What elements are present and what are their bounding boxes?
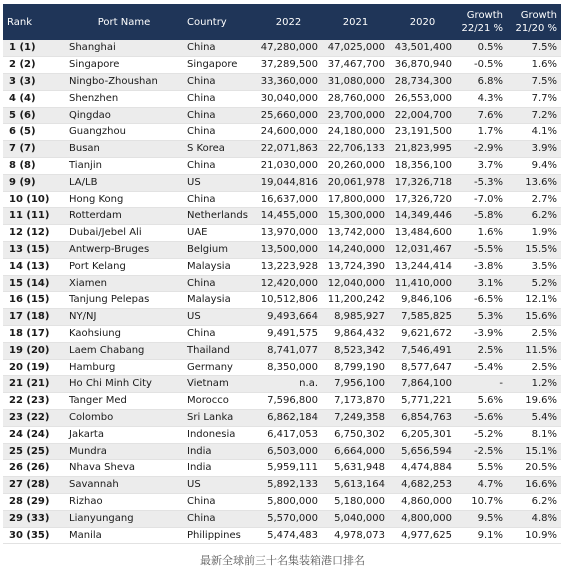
header-rank: Rank <box>7 16 32 28</box>
growth-21-20-cell: 15.1% <box>507 443 561 460</box>
value-2021-cell: 5,040,000 <box>322 510 389 527</box>
port-name-cell: Busan <box>65 141 183 158</box>
value-2022-cell: 33,360,000 <box>255 74 322 91</box>
country-cell: Belgium <box>183 242 255 259</box>
table-row <box>3 174 561 191</box>
growth-22-21-cell: -2.5% <box>456 443 507 460</box>
value-2021-cell: 11,200,242 <box>322 292 389 309</box>
port-name-cell: Rizhao <box>65 494 183 511</box>
growth-21-20-cell: 11.5% <box>507 342 561 359</box>
value-2021-cell: 9,864,432 <box>322 326 389 343</box>
table-row <box>3 90 561 107</box>
table-row <box>3 376 561 393</box>
value-2021-cell: 22,706,133 <box>322 141 389 158</box>
growth-22-21-cell: 4.7% <box>456 477 507 494</box>
value-2020-cell: 4,860,000 <box>389 494 456 511</box>
value-2021-cell: 23,700,000 <box>322 107 389 124</box>
country-cell: China <box>183 124 255 141</box>
table-row <box>3 242 561 259</box>
country-cell: US <box>183 309 255 326</box>
port-name-cell: Kaohsiung <box>65 326 183 343</box>
growth-21-20-cell: 19.6% <box>507 393 561 410</box>
country-cell: China <box>183 191 255 208</box>
rank-cell: 21 (21) <box>3 376 65 393</box>
value-2020-cell: 12,031,467 <box>389 242 456 259</box>
port-name-cell: Rotterdam <box>65 208 183 225</box>
growth-22-21-cell: 6.8% <box>456 74 507 91</box>
header-2022: 2022 <box>275 16 302 28</box>
value-2022-cell: 22,071,863 <box>255 141 322 158</box>
table-row <box>3 191 561 208</box>
growth-21-20-cell: 3.5% <box>507 258 561 275</box>
value-2020-cell: 4,474,884 <box>389 460 456 477</box>
table-row <box>3 258 561 275</box>
value-2022-cell: 47,280,000 <box>255 40 322 57</box>
value-2022-cell: 14,455,000 <box>255 208 322 225</box>
table-row <box>3 443 561 460</box>
growth-22-21-cell: 0.5% <box>456 40 507 57</box>
value-2020-cell: 36,870,940 <box>389 57 456 74</box>
value-2021-cell: 7,956,100 <box>322 376 389 393</box>
country-cell: China <box>183 107 255 124</box>
value-2022-cell: 10,512,806 <box>255 292 322 309</box>
value-2022-cell: 8,741,077 <box>255 342 322 359</box>
header-port-name: Port Name <box>97 16 151 28</box>
value-2022-cell: 5,959,111 <box>255 460 322 477</box>
table-row <box>3 326 561 343</box>
value-2022-cell: 19,044,816 <box>255 174 322 191</box>
value-2020-cell: 17,326,718 <box>389 174 456 191</box>
rank-cell: 15 (14) <box>3 275 65 292</box>
growth-21-20-cell: 15.6% <box>507 309 561 326</box>
value-2022-cell: 13,500,000 <box>255 242 322 259</box>
value-2022-cell: 8,350,000 <box>255 359 322 376</box>
port-name-cell: Lianyungang <box>65 510 183 527</box>
growth-22-21-cell: 3.7% <box>456 158 507 175</box>
header-growth-21-20: Growth 21/20 % <box>515 10 557 34</box>
value-2020-cell: 23,191,500 <box>389 124 456 141</box>
rank-cell: 18 (17) <box>3 326 65 343</box>
table-row <box>3 107 561 124</box>
growth-22-21-cell: 2.5% <box>456 342 507 359</box>
value-2021-cell: 20,061,978 <box>322 174 389 191</box>
growth-22-21-cell: - <box>456 376 507 393</box>
value-2021-cell: 24,180,000 <box>322 124 389 141</box>
value-2021-cell: 8,799,190 <box>322 359 389 376</box>
header-2021: 2021 <box>342 16 369 28</box>
port-name-cell: Ningbo-Zhoushan <box>65 74 183 91</box>
value-2020-cell: 18,356,100 <box>389 158 456 175</box>
rank-cell: 3 (3) <box>3 74 65 91</box>
table-row <box>3 74 561 91</box>
value-2022-cell: 24,600,000 <box>255 124 322 141</box>
table-header <box>3 4 561 40</box>
table-row <box>3 342 561 359</box>
growth-22-21-cell: -0.5% <box>456 57 507 74</box>
country-cell: S Korea <box>183 141 255 158</box>
rank-cell: 2 (2) <box>3 57 65 74</box>
value-2022-cell: 9,493,664 <box>255 309 322 326</box>
table-row <box>3 40 561 57</box>
port-name-cell: Qingdao <box>65 107 183 124</box>
growth-21-20-cell: 7.7% <box>507 90 561 107</box>
growth-22-21-cell: -3.8% <box>456 258 507 275</box>
country-cell: China <box>183 90 255 107</box>
value-2020-cell: 7,864,100 <box>389 376 456 393</box>
growth-21-20-cell: 16.6% <box>507 477 561 494</box>
country-cell: China <box>183 275 255 292</box>
value-2020-cell: 17,326,720 <box>389 191 456 208</box>
growth-21-20-cell: 15.5% <box>507 242 561 259</box>
rank-cell: 8 (8) <box>3 158 65 175</box>
rank-cell: 7 (7) <box>3 141 65 158</box>
growth-22-21-cell: 7.6% <box>456 107 507 124</box>
growth-21-20-cell: 7.2% <box>507 107 561 124</box>
country-cell: China <box>183 40 255 57</box>
value-2021-cell: 20,260,000 <box>322 158 389 175</box>
value-2020-cell: 4,682,253 <box>389 477 456 494</box>
country-cell: Thailand <box>183 342 255 359</box>
growth-21-20-cell: 6.2% <box>507 208 561 225</box>
country-cell: China <box>183 510 255 527</box>
table-row <box>3 225 561 242</box>
growth-22-21-cell: 5.5% <box>456 460 507 477</box>
rank-cell: 30 (35) <box>3 527 65 544</box>
value-2021-cell: 4,978,073 <box>322 527 389 544</box>
value-2022-cell: 13,223,928 <box>255 258 322 275</box>
growth-22-21-cell: 10.7% <box>456 494 507 511</box>
country-cell: China <box>183 326 255 343</box>
growth-21-20-cell: 12.1% <box>507 292 561 309</box>
port-name-cell: Singapore <box>65 57 183 74</box>
growth-22-21-cell: 3.1% <box>456 275 507 292</box>
rank-cell: 4 (4) <box>3 90 65 107</box>
value-2022-cell: n.a. <box>255 376 322 393</box>
port-name-cell: Dubai/Jebel Ali <box>65 225 183 242</box>
value-2021-cell: 15,300,000 <box>322 208 389 225</box>
rank-cell: 28 (29) <box>3 494 65 511</box>
rank-cell: 29 (33) <box>3 510 65 527</box>
rank-cell: 27 (28) <box>3 477 65 494</box>
growth-22-21-cell: -7.0% <box>456 191 507 208</box>
value-2020-cell: 8,577,647 <box>389 359 456 376</box>
value-2020-cell: 7,546,491 <box>389 342 456 359</box>
value-2021-cell: 5,631,948 <box>322 460 389 477</box>
growth-22-21-cell: 1.7% <box>456 124 507 141</box>
value-2022-cell: 9,491,575 <box>255 326 322 343</box>
country-cell: US <box>183 174 255 191</box>
value-2020-cell: 9,621,672 <box>389 326 456 343</box>
value-2022-cell: 6,417,053 <box>255 426 322 443</box>
port-name-cell: NY/NJ <box>65 309 183 326</box>
value-2021-cell: 17,800,000 <box>322 191 389 208</box>
value-2020-cell: 7,585,825 <box>389 309 456 326</box>
growth-22-21-cell: -3.9% <box>456 326 507 343</box>
value-2022-cell: 6,862,184 <box>255 410 322 427</box>
value-2022-cell: 16,637,000 <box>255 191 322 208</box>
value-2022-cell: 21,030,000 <box>255 158 322 175</box>
port-name-cell: LA/LB <box>65 174 183 191</box>
growth-21-20-cell: 20.5% <box>507 460 561 477</box>
rank-cell: 26 (26) <box>3 460 65 477</box>
rank-cell: 14 (13) <box>3 258 65 275</box>
value-2021-cell: 28,760,000 <box>322 90 389 107</box>
growth-21-20-cell: 5.4% <box>507 410 561 427</box>
growth-22-21-cell: -5.2% <box>456 426 507 443</box>
image-caption: 最新全球前三十名集装箱港口排名 <box>200 554 365 567</box>
value-2020-cell: 4,977,625 <box>389 527 456 544</box>
country-cell: US <box>183 477 255 494</box>
value-2022-cell: 12,420,000 <box>255 275 322 292</box>
table-row <box>3 494 561 511</box>
growth-21-20-cell: 2.7% <box>507 191 561 208</box>
table-row <box>3 292 561 309</box>
table-row <box>3 309 561 326</box>
port-name-cell: Tanjung Pelepas <box>65 292 183 309</box>
rank-cell: 1 (1) <box>3 40 65 57</box>
value-2021-cell: 7,249,358 <box>322 410 389 427</box>
growth-22-21-cell: -5.4% <box>456 359 507 376</box>
value-2021-cell: 47,025,000 <box>322 40 389 57</box>
rank-cell: 20 (19) <box>3 359 65 376</box>
value-2022-cell: 37,289,500 <box>255 57 322 74</box>
table-row <box>3 124 561 141</box>
growth-22-21-cell: -2.9% <box>456 141 507 158</box>
growth-21-20-cell: 8.1% <box>507 426 561 443</box>
port-name-cell: Mundra <box>65 443 183 460</box>
growth-22-21-cell: 4.3% <box>456 90 507 107</box>
value-2020-cell: 13,484,600 <box>389 225 456 242</box>
table-row <box>3 141 561 158</box>
rank-cell: 16 (15) <box>3 292 65 309</box>
country-cell: China <box>183 494 255 511</box>
value-2020-cell: 22,004,700 <box>389 107 456 124</box>
port-name-cell: Jakarta <box>65 426 183 443</box>
growth-21-20-cell: 2.5% <box>507 359 561 376</box>
country-cell: Malaysia <box>183 292 255 309</box>
rank-cell: 10 (10) <box>3 191 65 208</box>
value-2020-cell: 21,823,995 <box>389 141 456 158</box>
port-name-cell: Ho Chi Minh City <box>65 376 183 393</box>
value-2022-cell: 5,474,483 <box>255 527 322 544</box>
country-cell: China <box>183 74 255 91</box>
country-cell: Germany <box>183 359 255 376</box>
table-row <box>3 393 561 410</box>
port-name-cell: Hong Kong <box>65 191 183 208</box>
port-name-cell: Laem Chabang <box>65 342 183 359</box>
growth-22-21-cell: 5.6% <box>456 393 507 410</box>
value-2022-cell: 5,570,000 <box>255 510 322 527</box>
value-2020-cell: 14,349,446 <box>389 208 456 225</box>
country-cell: Malaysia <box>183 258 255 275</box>
country-cell: India <box>183 443 255 460</box>
value-2022-cell: 6,503,000 <box>255 443 322 460</box>
rank-cell: 17 (18) <box>3 309 65 326</box>
rank-cell: 6 (5) <box>3 124 65 141</box>
growth-21-20-cell: 9.4% <box>507 158 561 175</box>
value-2020-cell: 6,854,763 <box>389 410 456 427</box>
header-growth-22-21: Growth 22/21 % <box>461 10 503 34</box>
value-2021-cell: 13,724,390 <box>322 258 389 275</box>
table-row <box>3 527 561 544</box>
value-2021-cell: 8,523,342 <box>322 342 389 359</box>
growth-21-20-cell: 1.2% <box>507 376 561 393</box>
country-cell: Sri Lanka <box>183 410 255 427</box>
country-cell: UAE <box>183 225 255 242</box>
rank-cell: 11 (11) <box>3 208 65 225</box>
value-2020-cell: 11,410,000 <box>389 275 456 292</box>
port-name-cell: Hamburg <box>65 359 183 376</box>
growth-21-20-cell: 13.6% <box>507 174 561 191</box>
port-name-cell: Xiamen <box>65 275 183 292</box>
growth-21-20-cell: 4.1% <box>507 124 561 141</box>
growth-21-20-cell: 3.9% <box>507 141 561 158</box>
table-row <box>3 460 561 477</box>
value-2022-cell: 5,800,000 <box>255 494 322 511</box>
table-row <box>3 158 561 175</box>
value-2021-cell: 6,750,302 <box>322 426 389 443</box>
value-2021-cell: 31,080,000 <box>322 74 389 91</box>
table-row <box>3 275 561 292</box>
country-cell: China <box>183 158 255 175</box>
value-2022-cell: 7,596,800 <box>255 393 322 410</box>
value-2022-cell: 30,040,000 <box>255 90 322 107</box>
table-row <box>3 477 561 494</box>
growth-22-21-cell: 1.6% <box>456 225 507 242</box>
header-2020: 2020 <box>409 16 436 28</box>
value-2020-cell: 26,553,000 <box>389 90 456 107</box>
value-2021-cell: 12,040,000 <box>322 275 389 292</box>
value-2022-cell: 13,970,000 <box>255 225 322 242</box>
port-name-cell: Tanger Med <box>65 393 183 410</box>
growth-21-20-cell: 7.5% <box>507 40 561 57</box>
value-2022-cell: 5,892,133 <box>255 477 322 494</box>
port-name-cell: Savannah <box>65 477 183 494</box>
port-name-cell: Colombo <box>65 410 183 427</box>
table-row <box>3 510 561 527</box>
value-2020-cell: 5,771,221 <box>389 393 456 410</box>
port-name-cell: Manila <box>65 527 183 544</box>
rank-cell: 23 (22) <box>3 410 65 427</box>
value-2021-cell: 37,467,700 <box>322 57 389 74</box>
port-name-cell: Shenzhen <box>65 90 183 107</box>
country-cell: Singapore <box>183 57 255 74</box>
growth-21-20-cell: 7.5% <box>507 74 561 91</box>
port-name-cell: Port Kelang <box>65 258 183 275</box>
country-cell: Vietnam <box>183 376 255 393</box>
country-cell: Morocco <box>183 393 255 410</box>
growth-22-21-cell: 9.5% <box>456 510 507 527</box>
growth-22-21-cell: -5.8% <box>456 208 507 225</box>
rank-cell: 12 (12) <box>3 225 65 242</box>
growth-21-20-cell: 4.8% <box>507 510 561 527</box>
growth-22-21-cell: -5.6% <box>456 410 507 427</box>
growth-21-20-cell: 1.6% <box>507 57 561 74</box>
value-2020-cell: 6,205,301 <box>389 426 456 443</box>
table-row <box>3 208 561 225</box>
value-2021-cell: 7,173,870 <box>322 393 389 410</box>
value-2021-cell: 8,985,927 <box>322 309 389 326</box>
value-2020-cell: 13,244,414 <box>389 258 456 275</box>
port-name-cell: Antwerp-Bruges <box>65 242 183 259</box>
growth-21-20-cell: 2.5% <box>507 326 561 343</box>
value-2022-cell: 25,660,000 <box>255 107 322 124</box>
value-2021-cell: 14,240,000 <box>322 242 389 259</box>
rank-cell: 19 (20) <box>3 342 65 359</box>
growth-21-20-cell: 6.2% <box>507 494 561 511</box>
table-row <box>3 359 561 376</box>
value-2020-cell: 9,846,106 <box>389 292 456 309</box>
header-country: Country <box>187 16 227 28</box>
value-2021-cell: 13,742,000 <box>322 225 389 242</box>
growth-22-21-cell: -5.5% <box>456 242 507 259</box>
country-cell: Indonesia <box>183 426 255 443</box>
rank-cell: 22 (23) <box>3 393 65 410</box>
value-2020-cell: 28,734,300 <box>389 74 456 91</box>
rank-cell: 9 (9) <box>3 174 65 191</box>
value-2020-cell: 5,656,594 <box>389 443 456 460</box>
port-name-cell: Guangzhou <box>65 124 183 141</box>
growth-21-20-cell: 1.9% <box>507 225 561 242</box>
value-2021-cell: 6,664,000 <box>322 443 389 460</box>
rank-cell: 13 (15) <box>3 242 65 259</box>
growth-22-21-cell: 5.3% <box>456 309 507 326</box>
country-cell: Philippines <box>183 527 255 544</box>
country-cell: India <box>183 460 255 477</box>
port-name-cell: Tianjin <box>65 158 183 175</box>
growth-21-20-cell: 5.2% <box>507 275 561 292</box>
rank-cell: 24 (24) <box>3 426 65 443</box>
ranking-table-container <box>3 4 561 544</box>
growth-22-21-cell: -5.3% <box>456 174 507 191</box>
table-row <box>3 57 561 74</box>
country-cell: Netherlands <box>183 208 255 225</box>
port-name-cell: Nhava Sheva <box>65 460 183 477</box>
value-2021-cell: 5,613,164 <box>322 477 389 494</box>
table-body <box>3 40 561 544</box>
port-name-cell: Shanghai <box>65 40 183 57</box>
port-ranking-table <box>3 4 561 544</box>
value-2020-cell: 43,501,400 <box>389 40 456 57</box>
growth-21-20-cell: 10.9% <box>507 527 561 544</box>
growth-22-21-cell: -6.5% <box>456 292 507 309</box>
growth-22-21-cell: 9.1% <box>456 527 507 544</box>
table-row <box>3 426 561 443</box>
rank-cell: 25 (25) <box>3 443 65 460</box>
table-row <box>3 410 561 427</box>
value-2021-cell: 5,180,000 <box>322 494 389 511</box>
rank-cell: 5 (6) <box>3 107 65 124</box>
value-2020-cell: 4,800,000 <box>389 510 456 527</box>
